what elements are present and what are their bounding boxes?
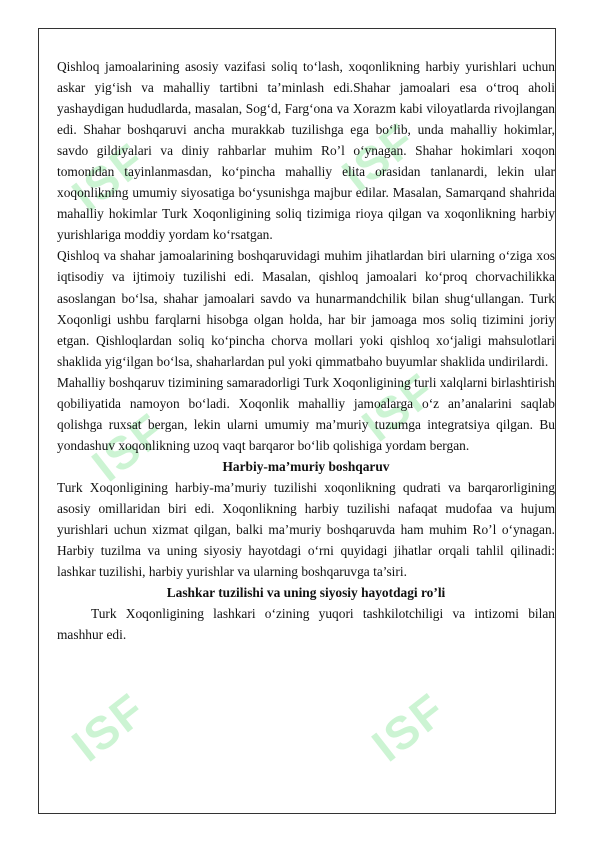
paragraph: Mahalliy boshqaruv tizimining samaradorligi Turk Xoqonligining turli xalqlarni birlashtirish qobiliyatida namoyon bo‘ladi. Xoqonlik mahalliy jamoalarga o‘z an’analarini saqlab qolishga ruxsat bergan, lekin ularni umumiy ma’muriy tuzumga integratsiya qilgan. Bu yondashuv xoqonlikning uzoq vaqt barqaror bo‘lib qolishiga yordam bergan.: [57, 374, 555, 453]
paragraph: Qishloq jamoalarining asosiy vazifasi soliq to‘lash, xoqonlikning harbiy yurishlari uchun askar yig‘ish va mahalliy tartibni ta’minlash edi.Shahar jamoalari esa o‘troq aholi yashaydigan hududlarda, masalan, Sog‘d, Farg‘ona va Xorazm kabi viloyatlarda rivojlangan edi. Shahar boshqaruvi ancha murakkab tuzilishga ega bo‘lib, unda mahalliy hokimlar, savdo gildiyalari va diniy rahbarlar muhim Ro’l o‘ynagan. Shahar hokimlari xoqon tomonidan tayinlanmasdan, ko‘pincha mahalliy elita orasidan tanlanardi, lekin ular xoqonlikning umumiy siyosatiga bo‘ysunishga majbur edilar. Masalan, Samarqand shahrida mahalliy hokimlar Turk Xoqonligining soliq tizimiga rioya qilgan va xoqonlikning harbiy yurishlariga moddiy yordam ko‘rsatgan.: [57, 59, 555, 243]
watermark: ISF: [362, 682, 456, 772]
watermark: ISF: [352, 362, 446, 452]
document-body: [57, 56, 555, 645]
paragraph: Turk Xoqonligining harbiy-ma’muriy tuzilishi xoqonlikning qudrati va barqarorligining asosiy omillaridan biri edi. Xoqonlikning harbiy tuzilishi nafaqat mudofaa va hujum yurishlari uchun xizmat qilgan, balki ma’muriy boshqaruvda ham muhim Ro’l o‘ynagan. Harbiy tuzilma va uning siyosiy hayotdagi o‘rni quyidagi jihatlar orqali tahlil qilinadi: lashkar tuzilishi, harbiy yurishlar va ularning boshqaruvga ta’siri.: [57, 479, 555, 580]
watermark: ISF: [62, 682, 156, 772]
paragraph: Turk Xoqonligining lashkari o‘zining yuqori tashkilotchiligi va intizomi bilan mashhur edi.: [57, 606, 555, 643]
watermark: ISF: [82, 402, 176, 492]
section-heading: Harbiy-ma’muriy boshqaruv: [222, 458, 390, 474]
subsection-heading: Lashkar tuzilishi va uning siyosiy hayotdagi ro’li: [166, 585, 446, 601]
watermark: ISF: [62, 132, 156, 222]
paragraph: Qishloq va shahar jamoalarining boshqaruvidagi muhim jihatlardan biri ularning o‘ziga xos iqtisodiy va ijtimoiy tuzilishi edi. Masalan, qishloq jamoalari ko‘proq chorvachilikka asoslangan bo‘lsa, shahar jamoalari savdo va hunarmandchilik bilan shug‘ullangan. Turk Xoqonligi ushbu farqlarni hisobga olgan holda, har bir jamoaga mos soliq tizimini joriy etgan. Qishloqlardan soliq ko‘pincha chorva mollari yoki qishloq xo‘jaligi mahsulotlari shaklida yig‘ilgan bo‘lsa, shaharlardan pul yoki qimmatbaho buyumlar shaklida undirilardi.: [57, 248, 555, 369]
watermark: ISF: [332, 112, 426, 202]
